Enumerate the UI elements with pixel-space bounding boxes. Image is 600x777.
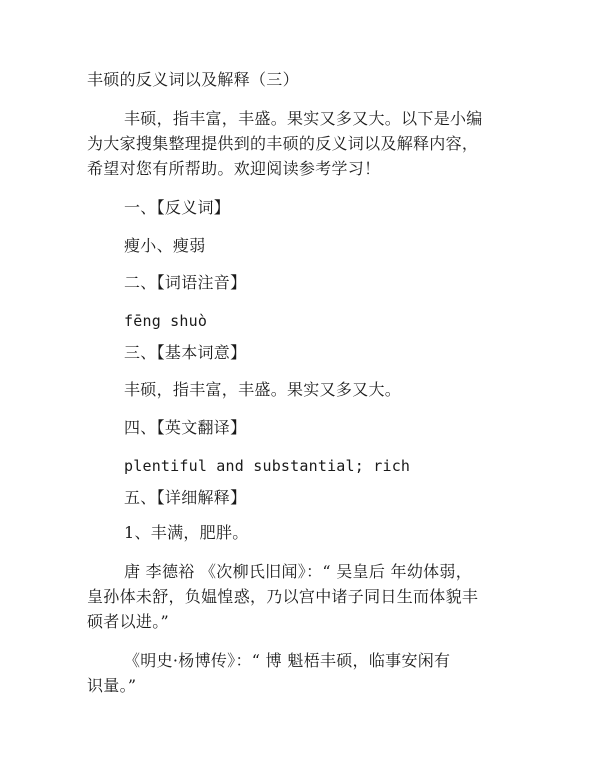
section-heading-meaning: 三、【基本词意】: [124, 343, 247, 362]
section-heading-detail: 五、【详细解释】: [124, 488, 247, 507]
section-content-antonyms: 瘦小、瘦弱: [124, 236, 206, 255]
quote2-line-2: 识量。”: [87, 676, 137, 695]
intro-line-1: 丰硕，指丰富，丰盛。果实又多又大。以下是小编: [124, 109, 483, 128]
quote1-line-3: 硕者以进。”: [87, 612, 169, 631]
section-content-english: plentiful and substantial; rich: [124, 457, 411, 475]
quote1-line-1: 唐 李德裕 《次柳氏旧闻》：“ 吴皇后 年幼体弱，: [124, 562, 473, 581]
quote2-line-1: 《明史·杨博传》：“ 博 魁梧丰硕，临事安闲有: [124, 651, 451, 670]
section-content-meaning: 丰硕，指丰富，丰盛。果实又多又大。: [124, 380, 402, 399]
section-heading-pinyin: 二、【词语注音】: [124, 273, 247, 292]
intro-line-3: 希望对您有所帮助。欢迎阅读参考学习！: [87, 159, 381, 178]
section-heading-english: 四、【英文翻译】: [124, 418, 247, 437]
section-heading-antonyms: 一、【反义词】: [124, 198, 231, 217]
document-title: 丰硕的反义词以及解释（三）: [87, 70, 299, 89]
section-content-pinyin: fēng shuò: [124, 312, 208, 330]
intro-line-2: 为大家搜集整理提供到的丰硕的反义词以及解释内容，: [87, 134, 479, 153]
detail-item-1: 1、丰满，肥胖。: [124, 523, 249, 542]
quote1-line-2: 皇孙体未舒，负媪惶惑，乃以宫中诸子同日生而体貌丰: [87, 587, 479, 606]
